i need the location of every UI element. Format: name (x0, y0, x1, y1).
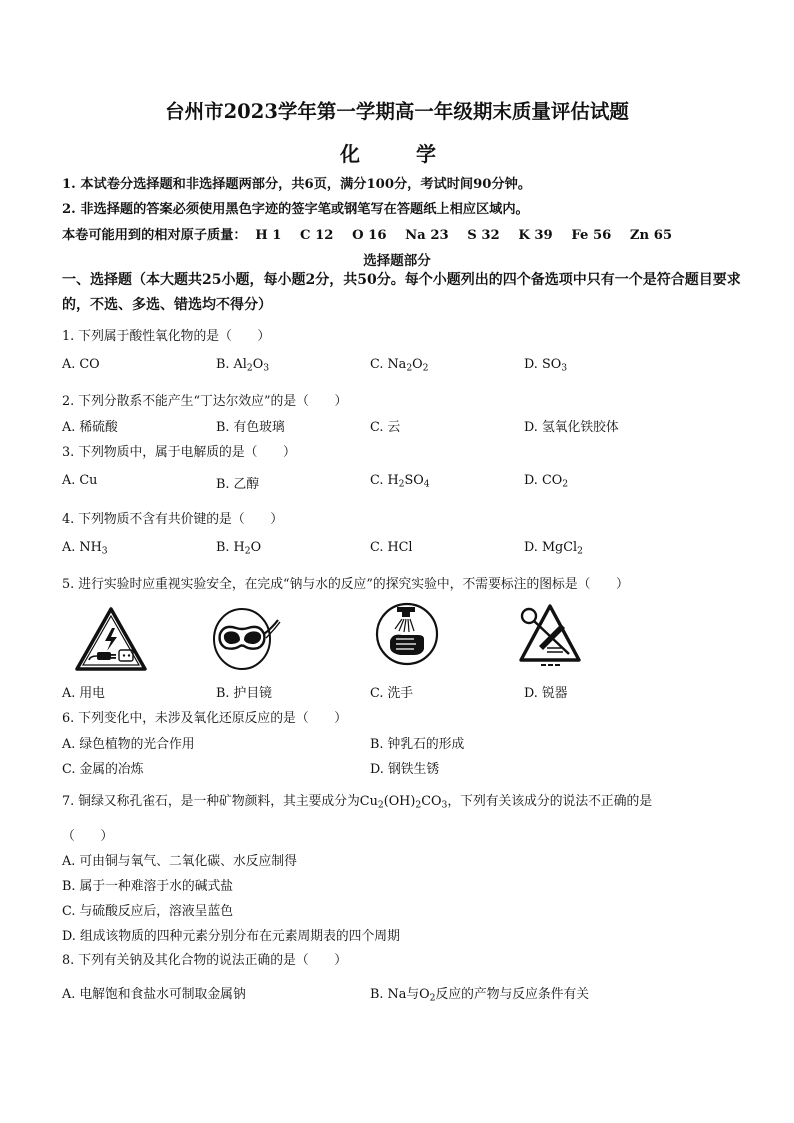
atomic-masses-line (62, 224, 672, 243)
instruction-2: 2. 非选择题的答案必须使用黑色字迹的签字笔或钢笔写在答题纸上相应区域内。 (62, 202, 529, 217)
section1-header: 一、选择题（本大题共25小题，每小题2分，共50分。每个小题列出的四个备选项中只有一个是符合题目要求的，不选、多选、错选均不得分） (62, 272, 741, 313)
q3-option-d: D. $CO_2$ (524, 473, 569, 490)
q4-option-a: A. $NH_3$ (62, 540, 108, 557)
q6-option-c: C. 金属的冶炼 (62, 762, 144, 777)
atomic-mass-fe: Fe 56 (571, 228, 612, 243)
section-title: 选择题部分 (363, 253, 431, 269)
atomic-mass-c: C 12 (300, 228, 334, 243)
q7-stem: 7. 铜绿又称孔雀石，是一种矿物颜料，其主要成分为$Cu_2(OH)_2CO_3$，下列有关该成分的说法不正确的是 (62, 794, 653, 811)
q1-option-c: C. $Na_2O_2$ (370, 357, 429, 374)
q5-option-a: A. 用电 (62, 686, 105, 701)
q2-option-d: D. 氢氧化铁胶体 (524, 420, 619, 435)
instruction-1: 1. 本试卷分选择题和非选择题两部分，共6页，满分100分，考试时间90分钟。 (62, 177, 532, 192)
q6-option-b: B. 钟乳石的形成 (370, 737, 465, 752)
q1-option-a: A. CO (62, 357, 100, 372)
q3-option-c: C. $H_2SO_4$ (370, 473, 430, 490)
q4-option-b: B. $H_2O$ (216, 540, 262, 557)
q3-stem: 3. 下列物质中，属于电解质的是（ ） (62, 445, 296, 460)
q7-option-b: B. 属于一种难溶于水的碱式盐 (62, 879, 234, 894)
q7-answer-paren: （ ） (62, 829, 114, 844)
sharp-object-icon (517, 602, 583, 672)
q2-stem: 2. 下列分散系不能产生“丁达尔效应”的是（ ） (62, 394, 348, 409)
q4-option-d: D. MgCl$_2$ (524, 540, 583, 557)
atomic-mass-h: H 1 (255, 228, 282, 243)
q7-option-c: C. 与硫酸反应后，溶液呈蓝色 (62, 904, 234, 919)
q5-stem: 5. 进行实验时应重视实验安全，在完成“钠与水的反应”的探究实验中，不需要标注的图标是（ ） (62, 577, 629, 592)
atomic-mass-na: Na 23 (405, 228, 449, 243)
q6-stem: 6. 下列变化中，未涉及氧化还原反应的是（ ） (62, 711, 348, 726)
q4-option-c: C. HCl (370, 540, 413, 555)
q7-option-a: A. 可由铜与氧气、二氧化碳、水反应制得 (62, 854, 297, 869)
q8-stem: 8. 下列有关钠及其化合物的说法正确的是（ ） (62, 953, 348, 968)
q6-option-d: D. 钢铁生锈 (370, 762, 440, 777)
goggles-icon (206, 604, 282, 672)
q1-stem: 1. 下列属于酸性氧化物的是（ ） (62, 329, 271, 344)
q2-option-b: B. 有色玻璃 (216, 420, 285, 435)
electricity-warning-icon (74, 606, 148, 672)
q8-option-a: A. 电解饱和食盐水可制取金属钠 (62, 987, 246, 1002)
subject-title: 化 学 (340, 142, 454, 166)
q3-option-a: A. Cu (62, 473, 98, 488)
q2-option-c: C. 云 (370, 420, 401, 435)
q5-option-c: C. 洗手 (370, 686, 414, 701)
q1-option-d: D. $SO_3$ (524, 357, 568, 374)
atomic-mass-o: O 16 (352, 228, 387, 243)
atomic-mass-zn: Zn 65 (629, 228, 673, 243)
atomic-mass-s: S 32 (467, 228, 500, 243)
atomic-mass-k: K 39 (518, 228, 553, 243)
exam-title: 台州市2023学年第一学期高一年级期末质量评估试题 (165, 100, 629, 123)
q6-option-a: A. 绿色植物的光合作用 (62, 737, 195, 752)
q5-option-d: D. 锐器 (524, 686, 568, 701)
q5-option-b: B. 护目镜 (216, 686, 272, 701)
q3-option-b: B. 乙醇 (216, 477, 260, 492)
q1-option-b: B. $Al_2O_3$ (216, 357, 270, 374)
hand-wash-icon (374, 601, 440, 667)
q2-option-a: A. 稀硫酸 (62, 420, 118, 435)
atomic-masses-label: 本卷可能用到的相对原子质量： (62, 228, 247, 243)
q7-option-d: D. 组成该物质的四种元素分别分布在元素周期表的四个周期 (62, 929, 400, 944)
q4-stem: 4. 下列物质不含有共价键的是（ ） (62, 512, 284, 527)
q8-option-b: B. Na与$O_2$反应的产物与反应条件有关 (370, 987, 590, 1004)
